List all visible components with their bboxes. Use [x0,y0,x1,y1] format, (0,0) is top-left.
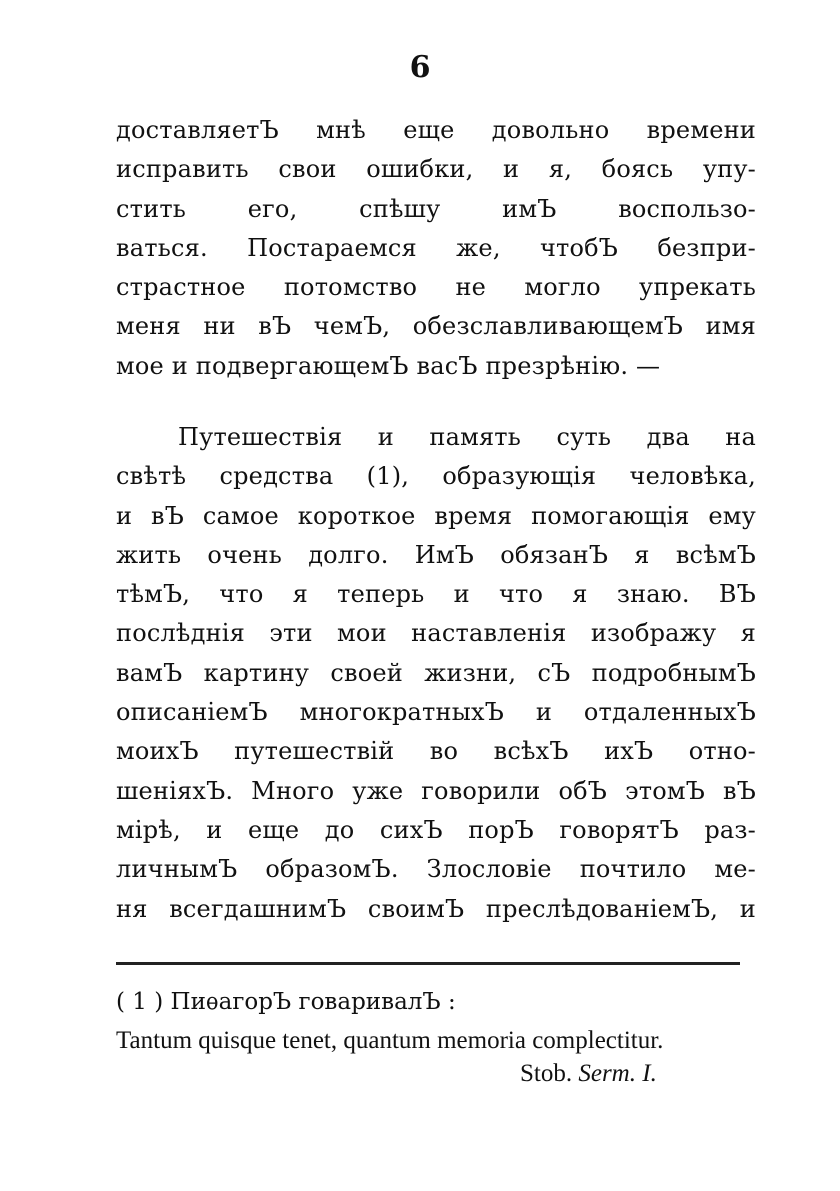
text-line: и вЪ самое короткое время помогающія ему [116,501,756,530]
paragraph-1 [116,111,756,386]
text-line: личнымЪ образомЪ. Злословіе почтило ме- [116,855,756,884]
text-line: жить очень долго. ИмЪ обязанЪ я всѣмЪ [116,540,756,569]
text-line: свѣтѣ средства (1), образующія человѣка, [116,462,756,491]
footnote-divider [116,962,740,965]
text-line: мірѣ, и еще до сихЪ порЪ говорятЪ раз- [116,815,756,844]
text-line: страстное потомство не могло упрекать [116,273,756,302]
text-line: мое и подвергающемЪ васЪ презрѣнію. — [116,351,661,380]
text-line: шеніяхЪ. Много уже говорили обЪ этомЪ вЪ [116,776,756,805]
text-line: ня всегдашнимЪ своимЪ преслѣдованіемЪ, и [116,894,756,923]
text-line: описаніемЪ многократныхЪ и отдаленныхЪ [116,698,756,727]
text-line: доставляетЪ мнѣ еще довольно времени [116,116,756,144]
text-line: тѣмЪ, что я теперь и что я знаю. ВЪ [116,580,756,609]
footnote-quote: Tantum quisque tenet, quantum memoria complectitur. [116,1027,664,1054]
text-line: исправить свои ошибки, и я, боясь упу- [116,155,756,184]
page-number: 6 [409,50,431,85]
footnote-source-author: Stob. [520,1060,573,1087]
footnote-marker-line: ( 1 ) ПиѳагорЪ говаривалЪ : [116,989,456,1015]
text-line: послѣднія эти мои наставленія изображу я [116,619,756,648]
text-line: Путешествія и память суть два на [178,423,756,451]
text-line: моихЪ путешествій во всѣхЪ ихЪ отно- [116,737,756,766]
text-line: вамЪ картину своей жизни, сЪ подробнымЪ [116,658,756,687]
text-line: меня ни вЪ чемЪ, обезславливающемЪ имя [116,312,756,341]
text-line: ваться. Постараемся же, чтобЪ безпри- [116,233,756,262]
footnote-source [520,1058,756,1090]
footnote-source-work: Serm. I. [578,1060,657,1087]
paragraph-2 [116,418,756,929]
text-line: стить его, спѣшу имЪ воспользо- [116,194,756,223]
